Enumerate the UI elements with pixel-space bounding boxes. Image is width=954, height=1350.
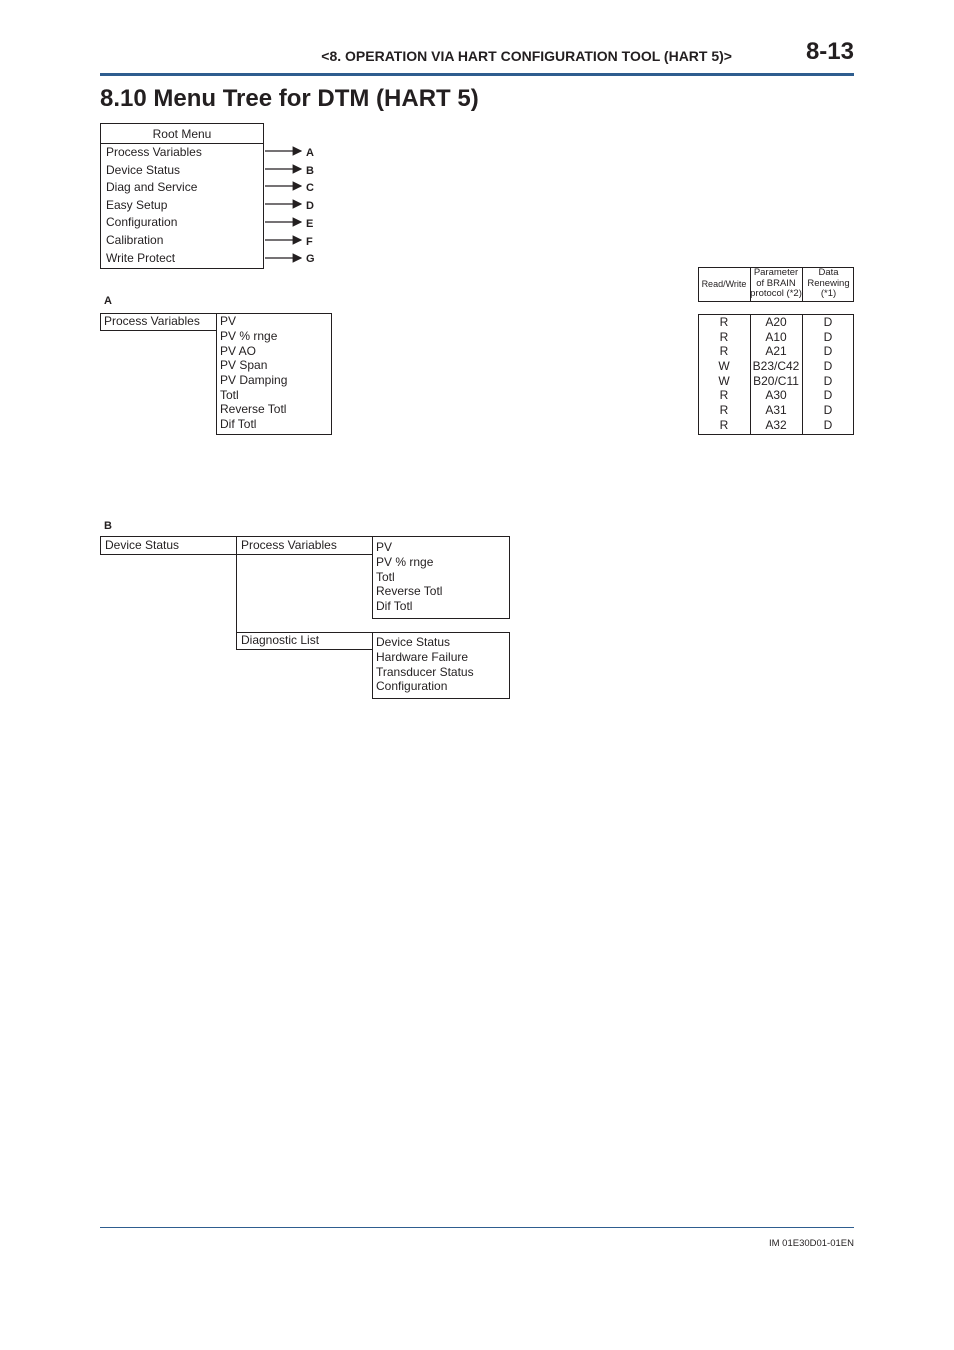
section-a-item: Reverse Totl: [220, 402, 287, 416]
ref-letter-b: B: [306, 165, 314, 177]
document-id: IM 01E30D01-01EN: [768, 1238, 854, 1249]
param-header-rw: Read/Write: [701, 279, 747, 289]
root-menu-item: Process Variables: [106, 145, 202, 159]
ref-letter-e: E: [306, 218, 314, 230]
section-a-parent: Process Variables: [104, 314, 200, 328]
root-menu-item: Easy Setup: [106, 198, 168, 212]
root-menu-item: Device Status: [106, 163, 181, 177]
section-a-item: Totl: [220, 388, 239, 402]
section-b-pv-item: Totl: [376, 570, 395, 584]
section-a-item: PV % rnge: [220, 329, 278, 343]
section-a-left-rule: [100, 313, 101, 331]
section-b-left-rule: [100, 536, 101, 555]
section-b-parent: Device Status: [105, 538, 180, 552]
ref-letter-g: G: [306, 253, 315, 265]
chapter-header: <8. OPERATION VIA HART CONFIGURATION TOOL (HART 5)>: [321, 48, 732, 64]
section-b-group-label: Diagnostic List: [241, 633, 320, 647]
section-b-group-label: Process Variables: [241, 538, 337, 552]
ref-letter-c: C: [306, 182, 314, 194]
section-b-label: B: [104, 520, 112, 532]
root-menu-item: Configuration: [106, 215, 178, 229]
section-b-diag-item: Hardware Failure: [376, 650, 469, 664]
root-menu-divider: [100, 143, 264, 144]
ref-letter-f: F: [306, 236, 313, 248]
root-menu-item: Calibration: [106, 233, 164, 247]
section-b-diag-bottom-rule: [236, 649, 373, 650]
section-a-bottom-rule: [100, 330, 217, 331]
param-header-renewing: Data Renewing (*1): [807, 267, 850, 299]
section-b-pv-item: Reverse Totl: [376, 584, 443, 598]
param-header-brain: Parameter of BRAIN protocol (*2): [750, 267, 802, 299]
ref-letter-a: A: [306, 147, 314, 159]
section-a-item: PV: [220, 314, 237, 328]
footer-rule: [100, 1227, 854, 1228]
section-b-diag-item: Device Status: [376, 635, 451, 649]
section-a-item: Dif Totl: [220, 417, 257, 431]
section-b-diag-item: Transducer Status: [376, 665, 474, 679]
section-a-item: PV Damping: [220, 373, 288, 387]
section-a-label: A: [104, 295, 112, 307]
section-a-item: PV Span: [220, 358, 268, 372]
section-b-pv-item: Dif Totl: [376, 599, 413, 613]
page-number: 8-13: [805, 38, 854, 65]
section-a-item: PV AO: [220, 344, 257, 358]
header-rule: [100, 73, 854, 76]
ref-letter-d: D: [306, 200, 314, 212]
section-title: 8.10 Menu Tree for DTM (HART 5): [100, 85, 479, 112]
root-menu-item: Write Protect: [106, 251, 176, 265]
arrow-icons: [264, 143, 306, 268]
section-b-diag-item: Configuration: [376, 679, 448, 693]
section-b-pv-item: PV: [376, 540, 393, 554]
root-menu-item: Diag and Service: [106, 180, 198, 194]
root-menu-title: Root Menu: [152, 127, 212, 141]
section-b-pv-item: PV % rnge: [376, 555, 434, 569]
